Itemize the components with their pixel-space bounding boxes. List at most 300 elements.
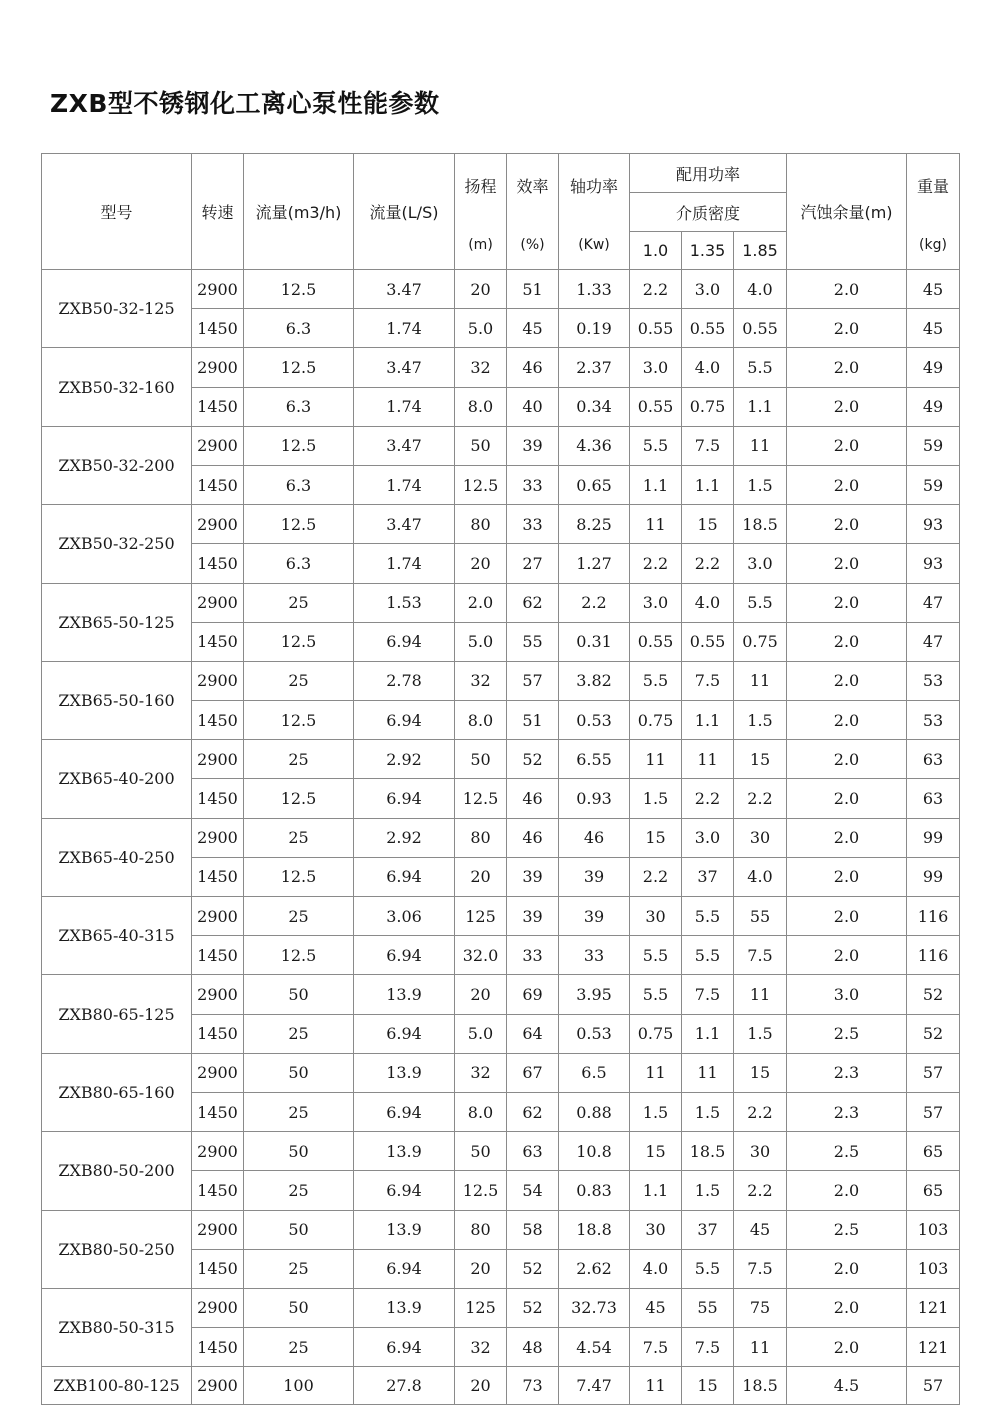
- flow-m3h-cell: 25: [244, 1092, 354, 1131]
- flow-ls-cell: 13.9: [354, 1210, 455, 1249]
- power-density-1-cell: 5.5: [630, 975, 682, 1014]
- npsh-cell: 2.0: [787, 505, 907, 544]
- power-density-2-cell: 3.0: [682, 270, 734, 309]
- efficiency-cell: 46: [507, 818, 559, 857]
- power-density-3-cell: 5.5: [734, 348, 787, 387]
- flow-ls-cell: 13.9: [354, 975, 455, 1014]
- efficiency-cell: 52: [507, 740, 559, 779]
- power-density-1-cell: 3.0: [630, 583, 682, 622]
- speed-cell: 2900: [192, 897, 244, 936]
- power-density-2-cell: 15: [682, 1367, 734, 1405]
- efficiency-cell: 27: [507, 544, 559, 583]
- model-cell: ZXB65-50-160: [42, 661, 192, 739]
- speed-cell: 2900: [192, 1132, 244, 1171]
- weight-cell: 52: [907, 975, 960, 1014]
- power-density-2-cell: 0.55: [682, 622, 734, 661]
- flow-ls-cell: 13.9: [354, 1132, 455, 1171]
- power-density-2-cell: 0.55: [682, 309, 734, 348]
- table-row: [42, 897, 960, 936]
- power-density-2-cell: 5.5: [682, 1249, 734, 1288]
- weight-cell: 53: [907, 701, 960, 740]
- head-cell: 8.0: [455, 387, 507, 426]
- speed-cell: 2900: [192, 426, 244, 465]
- table-row: [42, 1367, 960, 1405]
- power-density-2-cell: 1.1: [682, 1014, 734, 1053]
- speed-cell: 1450: [192, 1328, 244, 1367]
- flow-m3h-cell: 25: [244, 1014, 354, 1053]
- shaft-power-cell: 1.33: [559, 270, 630, 309]
- flow-ls-cell: 6.94: [354, 701, 455, 740]
- table-row: [42, 975, 960, 1014]
- npsh-cell: 3.0: [787, 975, 907, 1014]
- power-density-1-cell: 0.55: [630, 622, 682, 661]
- power-density-2-cell: 55: [682, 1288, 734, 1327]
- npsh-cell: 2.0: [787, 1171, 907, 1210]
- model-cell: ZXB80-65-125: [42, 975, 192, 1053]
- flow-ls-cell: 1.74: [354, 309, 455, 348]
- weight-cell: 47: [907, 622, 960, 661]
- efficiency-cell: 57: [507, 661, 559, 700]
- weight-cell: 57: [907, 1092, 960, 1131]
- efficiency-cell: 69: [507, 975, 559, 1014]
- speed-cell: 1450: [192, 465, 244, 504]
- head-cell: 50: [455, 740, 507, 779]
- efficiency-cell: 39: [507, 897, 559, 936]
- power-density-1-cell: 0.75: [630, 1014, 682, 1053]
- power-density-3-cell: 2.2: [734, 1171, 787, 1210]
- head-cell: 50: [455, 426, 507, 465]
- table-row: [42, 505, 960, 544]
- shaft-power-cell: 3.82: [559, 661, 630, 700]
- flow-ls-cell: 3.47: [354, 426, 455, 465]
- header-flow-m3h: 流量(m3/h): [244, 154, 354, 270]
- power-density-1-cell: 1.1: [630, 465, 682, 504]
- weight-cell: 65: [907, 1171, 960, 1210]
- npsh-cell: 2.5: [787, 1014, 907, 1053]
- power-density-2-cell: 7.5: [682, 975, 734, 1014]
- table-row: [42, 740, 960, 779]
- head-cell: 20: [455, 270, 507, 309]
- header-speed: 转速: [192, 154, 244, 270]
- speed-cell: 2900: [192, 661, 244, 700]
- header-efficiency-label: 效率: [516, 177, 549, 196]
- power-density-2-cell: 2.2: [682, 544, 734, 583]
- power-density-2-cell: 2.2: [682, 779, 734, 818]
- speed-cell: 1450: [192, 779, 244, 818]
- head-cell: 8.0: [455, 701, 507, 740]
- model-cell: ZXB50-32-250: [42, 505, 192, 583]
- model-cell: ZXB65-40-250: [42, 818, 192, 896]
- weight-cell: 47: [907, 583, 960, 622]
- power-density-1-cell: 30: [630, 1210, 682, 1249]
- head-cell: 12.5: [455, 465, 507, 504]
- model-cell: ZXB65-40-315: [42, 897, 192, 975]
- flow-m3h-cell: 100: [244, 1367, 354, 1405]
- weight-cell: 103: [907, 1249, 960, 1288]
- head-cell: 20: [455, 544, 507, 583]
- header-efficiency-unit: (%): [520, 237, 545, 253]
- weight-cell: 57: [907, 1053, 960, 1092]
- head-cell: 12.5: [455, 779, 507, 818]
- power-density-3-cell: 5.5: [734, 583, 787, 622]
- power-density-3-cell: 15: [734, 740, 787, 779]
- flow-ls-cell: 13.9: [354, 1288, 455, 1327]
- power-density-2-cell: 15: [682, 505, 734, 544]
- weight-cell: 49: [907, 348, 960, 387]
- power-density-1-cell: 5.5: [630, 661, 682, 700]
- page-title: ZXB型不锈钢化工离心泵性能参数: [50, 89, 440, 118]
- speed-cell: 2900: [192, 1288, 244, 1327]
- header-head: [455, 154, 507, 270]
- efficiency-cell: 33: [507, 505, 559, 544]
- speed-cell: 1450: [192, 1249, 244, 1288]
- weight-cell: 49: [907, 387, 960, 426]
- weight-cell: 59: [907, 465, 960, 504]
- power-density-3-cell: 75: [734, 1288, 787, 1327]
- table-row: [42, 661, 960, 700]
- shaft-power-cell: 18.8: [559, 1210, 630, 1249]
- weight-cell: 52: [907, 1014, 960, 1053]
- flow-m3h-cell: 25: [244, 897, 354, 936]
- table-header: [42, 154, 960, 270]
- power-density-3-cell: 4.0: [734, 857, 787, 896]
- power-density-3-cell: 15: [734, 1053, 787, 1092]
- flow-m3h-cell: 25: [244, 818, 354, 857]
- head-cell: 20: [455, 857, 507, 896]
- shaft-power-cell: 32.73: [559, 1288, 630, 1327]
- efficiency-cell: 51: [507, 270, 559, 309]
- flow-ls-cell: 6.94: [354, 1092, 455, 1131]
- speed-cell: 1450: [192, 544, 244, 583]
- npsh-cell: 2.5: [787, 1210, 907, 1249]
- efficiency-cell: 73: [507, 1367, 559, 1405]
- power-density-2-cell: 7.5: [682, 1328, 734, 1367]
- weight-cell: 45: [907, 270, 960, 309]
- flow-m3h-cell: 25: [244, 583, 354, 622]
- flow-m3h-cell: 6.3: [244, 309, 354, 348]
- shaft-power-cell: 0.19: [559, 309, 630, 348]
- shaft-power-cell: 6.5: [559, 1053, 630, 1092]
- weight-cell: 93: [907, 505, 960, 544]
- speed-cell: 2900: [192, 505, 244, 544]
- npsh-cell: 2.0: [787, 897, 907, 936]
- power-density-1-cell: 15: [630, 818, 682, 857]
- power-density-2-cell: 37: [682, 857, 734, 896]
- shaft-power-cell: 8.25: [559, 505, 630, 544]
- shaft-power-cell: 39: [559, 857, 630, 896]
- flow-m3h-cell: 6.3: [244, 387, 354, 426]
- npsh-cell: 2.0: [787, 1249, 907, 1288]
- header-shaft-power-label: 轴功率: [569, 177, 618, 196]
- shaft-power-cell: 0.65: [559, 465, 630, 504]
- header-weight-unit: (kg): [919, 237, 947, 253]
- flow-ls-cell: 6.94: [354, 1014, 455, 1053]
- weight-cell: 116: [907, 936, 960, 975]
- power-density-1-cell: 1.5: [630, 779, 682, 818]
- head-cell: 32.0: [455, 936, 507, 975]
- power-density-2-cell: 5.5: [682, 936, 734, 975]
- power-density-3-cell: 2.2: [734, 1092, 787, 1131]
- weight-cell: 99: [907, 857, 960, 896]
- npsh-cell: 2.0: [787, 818, 907, 857]
- shaft-power-cell: 0.88: [559, 1092, 630, 1131]
- head-cell: 32: [455, 348, 507, 387]
- shaft-power-cell: 4.36: [559, 426, 630, 465]
- power-density-3-cell: 7.5: [734, 936, 787, 975]
- power-density-1-cell: 0.75: [630, 701, 682, 740]
- head-cell: 80: [455, 505, 507, 544]
- power-density-3-cell: 4.0: [734, 270, 787, 309]
- power-density-2-cell: 7.5: [682, 426, 734, 465]
- power-density-2-cell: 3.0: [682, 818, 734, 857]
- power-density-1-cell: 1.1: [630, 1171, 682, 1210]
- shaft-power-cell: 46: [559, 818, 630, 857]
- npsh-cell: 2.0: [787, 270, 907, 309]
- efficiency-cell: 52: [507, 1288, 559, 1327]
- shaft-power-cell: 33: [559, 936, 630, 975]
- header-density-1: 1.0: [630, 232, 682, 270]
- table-row: [42, 426, 960, 465]
- power-density-3-cell: 1.5: [734, 465, 787, 504]
- flow-ls-cell: 2.92: [354, 740, 455, 779]
- model-cell: ZXB50-32-125: [42, 270, 192, 348]
- power-density-1-cell: 2.2: [630, 270, 682, 309]
- efficiency-cell: 39: [507, 857, 559, 896]
- power-density-2-cell: 11: [682, 740, 734, 779]
- speed-cell: 1450: [192, 1171, 244, 1210]
- speed-cell: 1450: [192, 1014, 244, 1053]
- efficiency-cell: 46: [507, 779, 559, 818]
- speed-cell: 1450: [192, 1092, 244, 1131]
- header-flow-ls: 流量(L/S): [354, 154, 455, 270]
- flow-ls-cell: 3.06: [354, 897, 455, 936]
- power-density-3-cell: 55: [734, 897, 787, 936]
- model-cell: ZXB80-50-200: [42, 1132, 192, 1210]
- flow-m3h-cell: 12.5: [244, 426, 354, 465]
- pump-performance-table: [41, 153, 960, 1405]
- weight-cell: 63: [907, 779, 960, 818]
- power-density-1-cell: 7.5: [630, 1328, 682, 1367]
- model-cell: ZXB50-32-200: [42, 426, 192, 504]
- efficiency-cell: 64: [507, 1014, 559, 1053]
- power-density-1-cell: 4.0: [630, 1249, 682, 1288]
- npsh-cell: 2.0: [787, 387, 907, 426]
- speed-cell: 1450: [192, 857, 244, 896]
- flow-m3h-cell: 6.3: [244, 544, 354, 583]
- model-cell: ZXB100-80-125: [42, 1367, 192, 1405]
- speed-cell: 2900: [192, 740, 244, 779]
- power-density-3-cell: 11: [734, 1328, 787, 1367]
- head-cell: 125: [455, 1288, 507, 1327]
- flow-m3h-cell: 50: [244, 1053, 354, 1092]
- table-row: [42, 1210, 960, 1249]
- weight-cell: 65: [907, 1132, 960, 1171]
- speed-cell: 2900: [192, 818, 244, 857]
- power-density-3-cell: 18.5: [734, 1367, 787, 1405]
- npsh-cell: 2.0: [787, 740, 907, 779]
- power-density-3-cell: 3.0: [734, 544, 787, 583]
- npsh-cell: 2.0: [787, 465, 907, 504]
- table-body: [42, 270, 960, 1405]
- flow-ls-cell: 2.78: [354, 661, 455, 700]
- table-row: [42, 348, 960, 387]
- header-shaft-power-unit: (Kw): [578, 237, 610, 253]
- weight-cell: 121: [907, 1288, 960, 1327]
- speed-cell: 1450: [192, 309, 244, 348]
- npsh-cell: 2.0: [787, 583, 907, 622]
- head-cell: 50: [455, 1132, 507, 1171]
- flow-m3h-cell: 25: [244, 1249, 354, 1288]
- flow-m3h-cell: 6.3: [244, 465, 354, 504]
- shaft-power-cell: 4.54: [559, 1328, 630, 1367]
- power-density-1-cell: 15: [630, 1132, 682, 1171]
- efficiency-cell: 39: [507, 426, 559, 465]
- head-cell: 125: [455, 897, 507, 936]
- header-head-unit: (m): [468, 237, 493, 253]
- npsh-cell: 2.0: [787, 348, 907, 387]
- table-row: [42, 270, 960, 309]
- head-cell: 5.0: [455, 309, 507, 348]
- flow-m3h-cell: 12.5: [244, 779, 354, 818]
- speed-cell: 1450: [192, 622, 244, 661]
- power-density-3-cell: 11: [734, 975, 787, 1014]
- npsh-cell: 2.0: [787, 701, 907, 740]
- weight-cell: 57: [907, 1367, 960, 1405]
- speed-cell: 2900: [192, 975, 244, 1014]
- shaft-power-cell: 10.8: [559, 1132, 630, 1171]
- power-density-1-cell: 5.5: [630, 426, 682, 465]
- flow-m3h-cell: 50: [244, 1132, 354, 1171]
- model-cell: ZXB80-50-250: [42, 1210, 192, 1288]
- head-cell: 20: [455, 975, 507, 1014]
- flow-ls-cell: 1.74: [354, 465, 455, 504]
- power-density-1-cell: 2.2: [630, 857, 682, 896]
- head-cell: 20: [455, 1249, 507, 1288]
- shaft-power-cell: 3.95: [559, 975, 630, 1014]
- shaft-power-cell: 0.31: [559, 622, 630, 661]
- npsh-cell: 2.0: [787, 309, 907, 348]
- weight-cell: 103: [907, 1210, 960, 1249]
- speed-cell: 2900: [192, 1367, 244, 1405]
- flow-m3h-cell: 12.5: [244, 622, 354, 661]
- power-density-3-cell: 1.5: [734, 1014, 787, 1053]
- flow-ls-cell: 2.92: [354, 818, 455, 857]
- power-density-3-cell: 7.5: [734, 1249, 787, 1288]
- speed-cell: 1450: [192, 387, 244, 426]
- flow-m3h-cell: 12.5: [244, 270, 354, 309]
- head-cell: 32: [455, 1328, 507, 1367]
- flow-m3h-cell: 50: [244, 1210, 354, 1249]
- flow-ls-cell: 1.74: [354, 544, 455, 583]
- weight-cell: 116: [907, 897, 960, 936]
- weight-cell: 93: [907, 544, 960, 583]
- flow-ls-cell: 27.8: [354, 1367, 455, 1405]
- flow-m3h-cell: 25: [244, 661, 354, 700]
- header-model: 型号: [42, 154, 192, 270]
- head-cell: 32: [455, 1053, 507, 1092]
- power-density-1-cell: 1.5: [630, 1092, 682, 1131]
- shaft-power-cell: 0.53: [559, 1014, 630, 1053]
- shaft-power-cell: 39: [559, 897, 630, 936]
- npsh-cell: 2.0: [787, 1328, 907, 1367]
- flow-ls-cell: 6.94: [354, 779, 455, 818]
- flow-m3h-cell: 12.5: [244, 857, 354, 896]
- head-cell: 2.0: [455, 583, 507, 622]
- flow-m3h-cell: 12.5: [244, 701, 354, 740]
- shaft-power-cell: 1.27: [559, 544, 630, 583]
- efficiency-cell: 54: [507, 1171, 559, 1210]
- shaft-power-cell: 2.62: [559, 1249, 630, 1288]
- efficiency-cell: 67: [507, 1053, 559, 1092]
- flow-ls-cell: 6.94: [354, 1171, 455, 1210]
- flow-m3h-cell: 12.5: [244, 505, 354, 544]
- npsh-cell: 2.3: [787, 1053, 907, 1092]
- power-density-2-cell: 18.5: [682, 1132, 734, 1171]
- head-cell: 80: [455, 1210, 507, 1249]
- shaft-power-cell: 2.37: [559, 348, 630, 387]
- shaft-power-cell: 0.83: [559, 1171, 630, 1210]
- flow-m3h-cell: 12.5: [244, 936, 354, 975]
- head-cell: 5.0: [455, 1014, 507, 1053]
- header-weight-label: 重量: [916, 177, 949, 196]
- power-density-2-cell: 5.5: [682, 897, 734, 936]
- power-density-2-cell: 37: [682, 1210, 734, 1249]
- head-cell: 80: [455, 818, 507, 857]
- power-density-2-cell: 4.0: [682, 348, 734, 387]
- weight-cell: 45: [907, 309, 960, 348]
- efficiency-cell: 58: [507, 1210, 559, 1249]
- power-density-1-cell: 0.55: [630, 387, 682, 426]
- efficiency-cell: 48: [507, 1328, 559, 1367]
- header-medium-density: 介质密度: [630, 193, 787, 232]
- power-density-3-cell: 11: [734, 426, 787, 465]
- header-matched-power: 配用功率: [630, 154, 787, 193]
- header-density-2: 1.35: [682, 232, 734, 270]
- table-row: [42, 1053, 960, 1092]
- power-density-1-cell: 30: [630, 897, 682, 936]
- npsh-cell: 2.0: [787, 1288, 907, 1327]
- model-cell: ZXB65-40-200: [42, 740, 192, 818]
- power-density-3-cell: 30: [734, 1132, 787, 1171]
- power-density-1-cell: 3.0: [630, 348, 682, 387]
- power-density-1-cell: 0.55: [630, 309, 682, 348]
- npsh-cell: 2.0: [787, 779, 907, 818]
- flow-m3h-cell: 25: [244, 740, 354, 779]
- speed-cell: 1450: [192, 936, 244, 975]
- shaft-power-cell: 0.34: [559, 387, 630, 426]
- efficiency-cell: 40: [507, 387, 559, 426]
- power-density-3-cell: 45: [734, 1210, 787, 1249]
- power-density-3-cell: 2.2: [734, 779, 787, 818]
- weight-cell: 53: [907, 661, 960, 700]
- efficiency-cell: 62: [507, 1092, 559, 1131]
- flow-ls-cell: 6.94: [354, 1249, 455, 1288]
- shaft-power-cell: 7.47: [559, 1367, 630, 1405]
- table-row: [42, 1288, 960, 1327]
- power-density-3-cell: 1.5: [734, 701, 787, 740]
- speed-cell: 2900: [192, 583, 244, 622]
- model-cell: ZXB80-65-160: [42, 1053, 192, 1131]
- efficiency-cell: 62: [507, 583, 559, 622]
- header-head-label: 扬程: [464, 177, 497, 196]
- power-density-2-cell: 7.5: [682, 661, 734, 700]
- efficiency-cell: 55: [507, 622, 559, 661]
- weight-cell: 99: [907, 818, 960, 857]
- header-density-3: 1.85: [734, 232, 787, 270]
- npsh-cell: 2.5: [787, 1132, 907, 1171]
- flow-ls-cell: 6.94: [354, 1328, 455, 1367]
- flow-ls-cell: 3.47: [354, 270, 455, 309]
